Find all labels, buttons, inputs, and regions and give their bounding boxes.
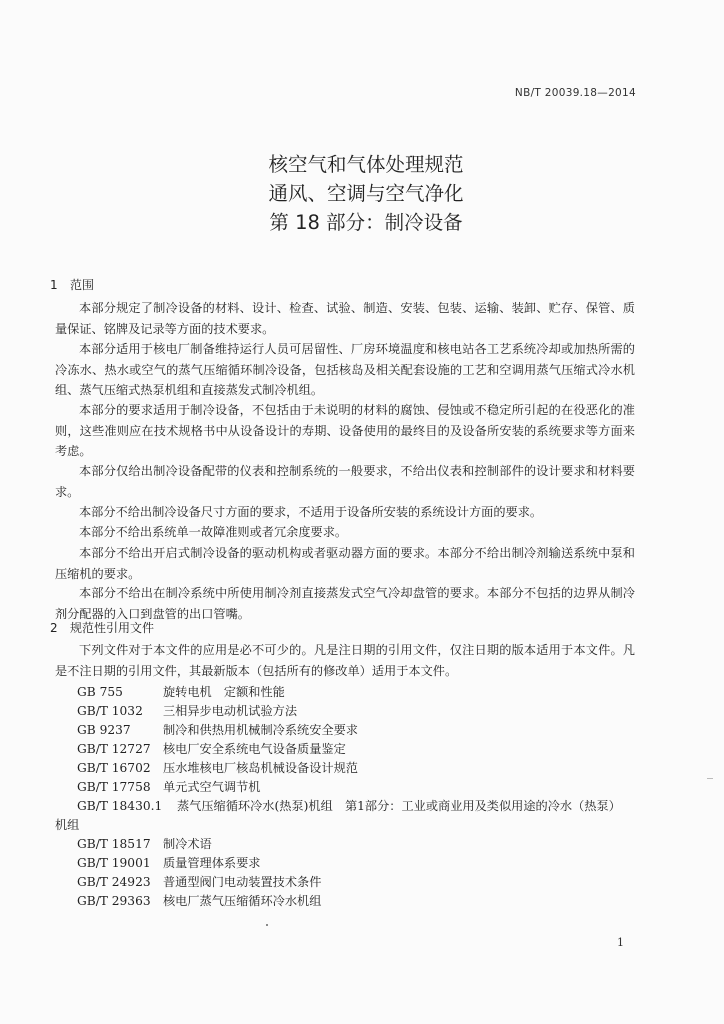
section-2-heading [50,619,154,636]
reference-title: 压水堆核电厂核岛机械设备设计规范 [163,761,358,775]
reference-code: GB/T 18517 [77,837,151,851]
section-1-paragraph: 本部分的要求适用于制冷设备，不包括由于未说明的材料的腐蚀、侵蚀或不稳定所引起的在役恶化的准则，这些准则应在技术规格书中从设备设计的寿期、设备使用的最终目的及设备所安装的系统要求等方面来考虑。 [55,403,635,458]
reference-title: 制冷术语 [163,837,212,851]
reference-item [77,892,321,911]
section-1-paragraph: 本部分适用于核电厂制备维持运行人员可居留性、厂房环境温度和核电站各工艺系统冷却或加热所需的冷冻水、热水或空气的蒸气压缩循环制冷设备，包括核岛及相关配套设施的工艺和空调用蒸气压缩式冷水机组、蒸气压缩式热泵机组和直接蒸发式制冷机组。 [55,342,635,397]
reference-item [77,740,346,759]
reference-code: GB/T 12727 [77,742,151,756]
title-line-1: 核空气和气体处理规范 [268,153,464,176]
reference-item [77,797,621,816]
section-1-paragraph: 本部分规定了制冷设备的材料、设计、检查、试验、制造、安装、包装、运输、装卸、贮存、保管、质量保证、铭牌及记录等方面的技术要求。 [55,301,635,336]
reference-code: GB/T 19001 [77,856,151,870]
section-1-paragraph: 本部分仅给出制冷设备配带的仪表和控制系统的一般要求，不给出仪表和控制部件的设计要求和材料要求。 [55,464,635,499]
reference-code: GB/T 17758 [77,780,151,794]
reference-title: 普通型阀门电动装置技术条件 [163,875,322,889]
reference-title: 旋转电机 定额和性能 [163,685,285,699]
reference-title: 质量管理体系要求 [163,856,261,870]
reference-title: 三相异步电动机试验方法 [163,704,298,718]
title-line-3: 第 18 部分：制冷设备 [269,211,463,234]
reference-title: 蒸气压缩循环冷水(热泵)机组 第1部分：工业或商业用及类似用途的冷水（热泵） [177,799,621,813]
section-1-paragraph: 本部分不给出开启式制冷设备的驱动机构或者驱动器方面的要求。本部分不给出制冷剂输送系统中泵和压缩机的要求。 [55,546,635,581]
reference-code: GB/T 24923 [77,875,151,889]
scan-mark [707,778,713,779]
section-2-number: 2 [50,621,58,635]
standard-number: NB/T 20039.18—2014 [514,87,636,99]
title-line-2: 通风、空调与空气净化 [268,182,464,205]
section-2-title: 规范性引用文件 [70,621,155,635]
reference-code: GB/T 29363 [77,894,151,908]
reference-item [77,854,261,873]
reference-title: 制冷和供热用机械制冷系统安全要求 [163,723,358,737]
reference-item [77,759,358,778]
reference-title: 核电厂蒸气压缩循环冷水机组 [163,894,322,908]
reference-code: GB 9237 [77,723,131,737]
page-number: 1 [617,936,624,949]
reference-item [77,721,358,740]
reference-item [77,873,321,892]
section-1-paragraph: 本部分不给出系统单一故障准则或者冗余度要求。 [79,525,348,539]
reference-code: GB/T 18430.1 [77,799,163,813]
reference-code: GB/T 1032 [77,704,143,718]
section-2-intro: 下列文件对于本文件的应用是必不可少的。凡是注日期的引用文件，仅注日期的版本适用于本文件。凡是不注日期的引用文件，其最新版本（包括所有的修改单）适用于本文件。 [55,643,635,678]
reference-title: 核电厂安全系统电气设备质量鉴定 [163,742,346,756]
section-1-heading [50,276,94,293]
section-1-number: 1 [50,278,58,292]
document-title [0,150,724,237]
reference-code: GB/T 16702 [77,761,151,775]
section-1-title: 范围 [70,278,95,292]
reference-item [77,683,285,702]
reference-title: 单元式空气调节机 [163,780,261,794]
reference-item [77,835,212,854]
section-1-paragraph: 本部分不给出在制冷系统中所使用制冷剂直接蒸发式空气冷却盘管的要求。本部分不包括的边界从制冷剂分配器的入口到盘管的出口管嘴。 [55,586,635,621]
reference-code: GB 755 [77,685,123,699]
reference-item [77,778,261,797]
reference-item [77,702,297,721]
section-1-paragraph: 本部分不给出制冷设备尺寸方面的要求，不适用于设备所安装的系统设计方面的要求。 [79,505,543,519]
reference-title-continuation: 机组 [55,818,80,832]
scan-speck [266,924,268,926]
